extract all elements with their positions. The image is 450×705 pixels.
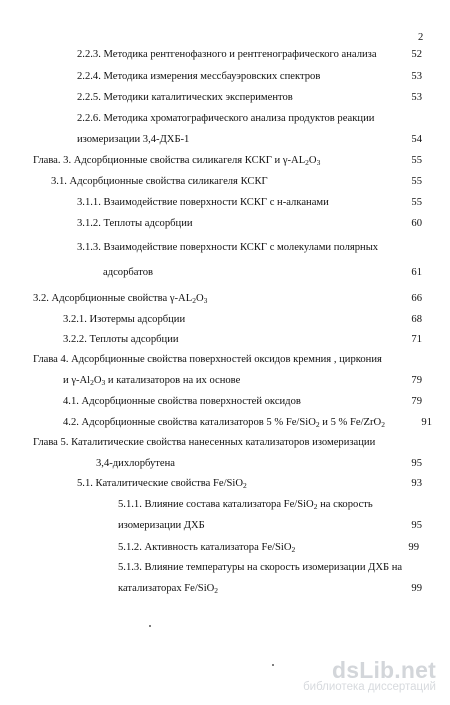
watermark-caption: библиотека диссертаций	[303, 681, 436, 693]
toc-page-4-2: 91	[421, 417, 432, 428]
toc-page-2-2-5: 53	[411, 92, 422, 103]
toc-chapter-5: Глава 5. Каталитические свойства нанесенных катализаторов изомеризации	[33, 437, 376, 448]
toc-entry-2-2-4: 2.2.4. Методика измерения мессбауэровских спектров	[77, 71, 321, 82]
toc-entry-3-2-2: 3.2.2. Теплоты адсорбции	[63, 334, 179, 345]
toc-entry-2-2-5: 2.2.5. Методики каталитических экспериментов	[77, 92, 293, 103]
toc-entry-3-1-3: 3.1.3. Взаимодействие поверхности КСКГ с молекулами полярных	[77, 242, 379, 253]
toc-page-3-2: 66	[411, 293, 422, 304]
toc-entry-5-1-3-cont: катализаторах Fe/SiO$_2$	[118, 583, 219, 595]
toc-chapter-4: Глава 4. Адсорбционные свойства поверхностей оксидов кремния , циркония	[33, 354, 382, 365]
toc-page-3-2-1: 68	[411, 314, 422, 325]
toc-entry-5-1-1-cont: изомеризации ДХБ	[118, 520, 205, 531]
toc-entry-3-1-2: 3.1.2. Теплоты адсорбции	[77, 218, 193, 229]
toc-entry-2-2-3: 2.2.3. Методика рентгенофазного и рентгенографического анализа	[77, 49, 377, 60]
toc-page-chapter-4: 79	[411, 375, 422, 386]
toc-page-3-1: 55	[411, 176, 422, 187]
toc-entry-4-1: 4.1. Адсорбционные свойства поверхностей оксидов	[63, 396, 301, 407]
toc-entry-3-2-1: 3.2.1. Изотермы адсорбции	[63, 314, 186, 325]
toc-page-3-1-1: 55	[411, 197, 422, 208]
toc-page-3-1-2: 60	[411, 218, 422, 229]
toc-page-5-1-2: 99	[408, 542, 419, 553]
toc-page-3-2-2: 71	[411, 334, 422, 345]
toc-page-2-2-3: 52	[411, 49, 422, 60]
toc-chapter-5-cont: 3,4-дихлорбутена	[96, 458, 175, 469]
toc-chapter-4-cont: и $\gamma-Al_2O_3$ и катализаторов на их основе	[63, 375, 241, 387]
toc-entry-5-1-2: 5.1.2. Активность катализатора Fe/SiO$_2$	[118, 542, 296, 554]
toc-page-2-2-6: 54	[411, 134, 422, 145]
toc-entry-2-2-6-cont: изомеризации 3,4-ДХБ-1	[77, 134, 190, 145]
toc-entry-5-1-3: 5.1.3. Влияние температуры на скорость изомеризации ДХБ на	[118, 562, 403, 573]
toc-page-5-1: 93	[411, 478, 422, 489]
page-number: 2	[418, 32, 424, 43]
scan-speck	[272, 664, 274, 666]
toc-entry-3-1-3-cont: адсорбатов	[103, 267, 153, 278]
toc-entry-2-2-6: 2.2.6. Методика хроматографического анализа продуктов реакции	[77, 113, 375, 124]
watermark-logo: dsLib.net	[331, 657, 436, 683]
toc-entry-3-2: 3.2. Адсорбционные свойства $\gamma-AL_2O_3$	[33, 293, 208, 305]
toc-page-2-2-4: 53	[411, 71, 422, 82]
toc-entry-3-1-1: 3.1.1. Взаимодействие поверхности КСКГ с н-алканами	[77, 197, 329, 208]
toc-page-5-1-3: 99	[411, 583, 422, 594]
toc-entry-5-1: 5.1. Каталитические свойства Fe/SiO$_2$	[77, 478, 247, 490]
toc-page-4-1: 79	[411, 396, 422, 407]
scan-speck	[149, 625, 151, 627]
toc-page-5-1-1: 95	[411, 520, 422, 531]
toc-entry-4-2: 4.2. Адсорбционные свойства катализаторов 5 % Fe/SiO$_2$ и 5 % Fe/ZrO$_2$	[63, 417, 385, 429]
toc-page-chapter-5: 95	[411, 458, 422, 469]
toc-page-chapter-3: 55	[411, 155, 422, 166]
toc-entry-3-1: 3.1. Адсорбционные свойства силикагеля КСКГ	[51, 176, 268, 187]
toc-page-3-1-3: 61	[411, 267, 422, 278]
toc-entry-5-1-1: 5.1.1. Влияние состава катализатора Fe/SiO$_2$ на скорость	[118, 499, 373, 511]
toc-chapter-3: Глава. 3. Адсорбционные свойства силикагеля КСКГ и $\gamma-AL_2O_3$	[33, 155, 321, 167]
